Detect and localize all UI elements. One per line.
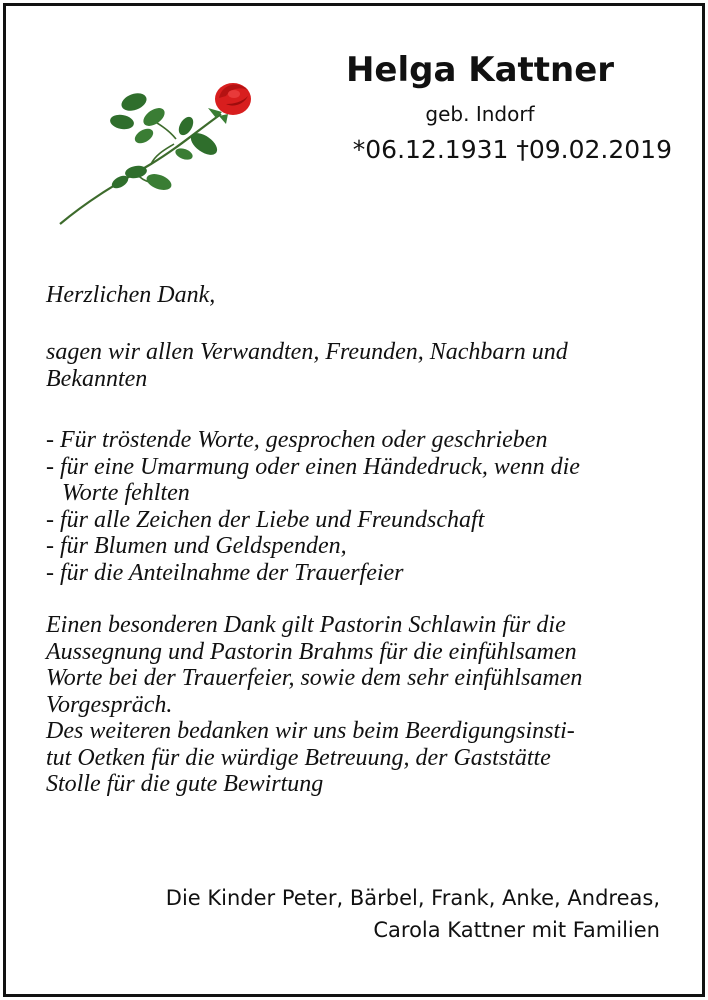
list-item: - für Blumen und Geldspenden, — [46, 533, 347, 559]
thanks-line: tut Oetken für die würdige Betreuung, der Gaststätte — [46, 744, 551, 771]
birth-name: geb. Indorf — [425, 102, 535, 126]
list-item-continuation: Worte fehlten — [62, 480, 190, 506]
thanks-line: Stolle für die gute Bewirtung — [46, 771, 324, 797]
list-item: - Für tröstende Worte, gesprochen oder geschrieben — [46, 427, 548, 453]
thanks-line: Vorgespräch. — [46, 691, 173, 718]
deceased-name: Helga Kattner — [345, 50, 615, 90]
list-item: - für die Anteilnahme der Trauerfeier — [46, 559, 404, 586]
signature-line: Die Kinder Peter, Bärbel, Frank, Anke, Andreas, — [165, 886, 660, 910]
intro-line: Bekannten — [46, 365, 148, 392]
red-rose-icon — [56, 74, 261, 232]
signature-line: Carola Kattner mit Familien — [373, 918, 660, 942]
list-item: - für alle Zeichen der Liebe und Freundschaft — [46, 506, 485, 533]
special-thanks-paragraph — [46, 612, 671, 798]
thanks-list — [46, 427, 671, 586]
list-item: - für eine Umarmung oder einen Händedruck, wenn die — [46, 453, 580, 480]
thanks-line: Des weiteren bedanken wir uns beim Beerdigungsinsti- — [46, 718, 575, 744]
thanks-line: Aussegnung und Pastorin Brahms für die einfühlsamen — [46, 638, 577, 665]
thanks-line: Einen besonderen Dank gilt Pastorin Schlawin für die — [46, 612, 566, 638]
thanks-line: Worte bei der Trauerfeier, sowie dem sehr einfühlsamen — [46, 665, 583, 691]
intro-line: sagen wir allen Verwandten, Freunden, Nachbarn und — [46, 339, 568, 365]
intro-paragraph — [46, 339, 671, 392]
greeting: Herzlichen Dank, — [46, 282, 216, 308]
obituary-card — [3, 3, 705, 997]
family-signature — [166, 882, 660, 946]
life-dates: *06.12.1931 †09.02.2019 — [352, 135, 672, 164]
